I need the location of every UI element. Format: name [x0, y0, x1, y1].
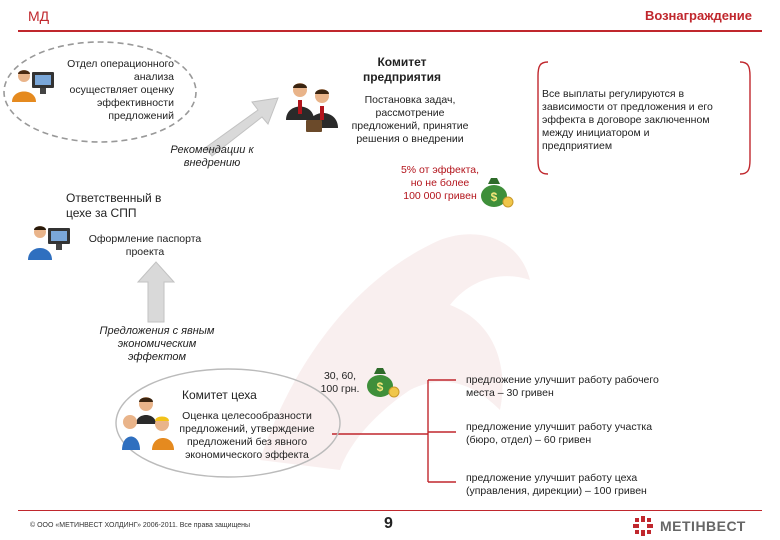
logo-text: МЕТІНВЕСТ — [660, 518, 746, 534]
business-team-icon — [282, 78, 344, 136]
money-bag-icon — [476, 172, 516, 208]
shop-committee-title: Комитет цеха — [182, 388, 257, 402]
enterprise-committee-title: Комитет предприятия — [362, 55, 442, 84]
reward-item-shop: предложение улучшит работу цеха (управления, дирекции) – 100 гривен — [466, 472, 647, 497]
footer-divider — [18, 510, 762, 511]
person-at-computer-icon — [8, 66, 56, 106]
svg-text:$: $ — [490, 190, 498, 204]
metinvest-logo-icon — [632, 515, 654, 537]
reward-item-section: предложение улучшит работу участка (бюро, отдел) – 60 гривен — [466, 421, 653, 446]
page-number: 9 — [384, 515, 393, 532]
shop-reward-text: 30, 60, 100 грн. — [320, 370, 360, 395]
footer-copyright: © ООО «МЕТИНВЕСТ ХОЛДИНГ» 2006-2011. Все права защищены — [30, 522, 251, 529]
shop-money-bag-icon — [362, 360, 402, 400]
responsible-title: Ответственный в цехе за СПП — [66, 191, 162, 220]
enterprise-committee-desc: Постановка задач, рассмотрение предложений, принятие решения о внедрении — [351, 94, 469, 145]
company-logo — [632, 515, 746, 537]
header-section-label: МД — [28, 8, 50, 24]
worker-group-icon — [118, 394, 178, 454]
proposals-effect-label: Предложения с явным экономическим эффектом — [99, 325, 215, 363]
responsible-person-icon — [24, 222, 72, 264]
shop-committee-desc: Оценка целесообразности предложений, утверждение предложений без явного экономического эффекта — [179, 410, 315, 461]
operations-text: Отдел операционного анализа осуществляет оценку эффективности предложений — [67, 58, 174, 122]
responsible-desc: Оформление паспорта проекта — [88, 233, 202, 258]
recommendations-label: Рекомендации к внедрению — [170, 144, 254, 169]
svg-text:$: $ — [376, 380, 384, 394]
header-title: Вознаграждение — [644, 8, 752, 23]
enterprise-reward-text: 5% от эффекта, но не более 100 000 гривен — [400, 164, 480, 202]
payments-note: Все выплаты регулируются в зависимости от предложения и его эффекта в договоре заключенном между инициатором и предприятием — [542, 88, 713, 152]
reward-item-workplace: предложение улучшит работу рабочего места – 30 гривен — [466, 374, 659, 399]
arrow-up — [138, 262, 174, 322]
